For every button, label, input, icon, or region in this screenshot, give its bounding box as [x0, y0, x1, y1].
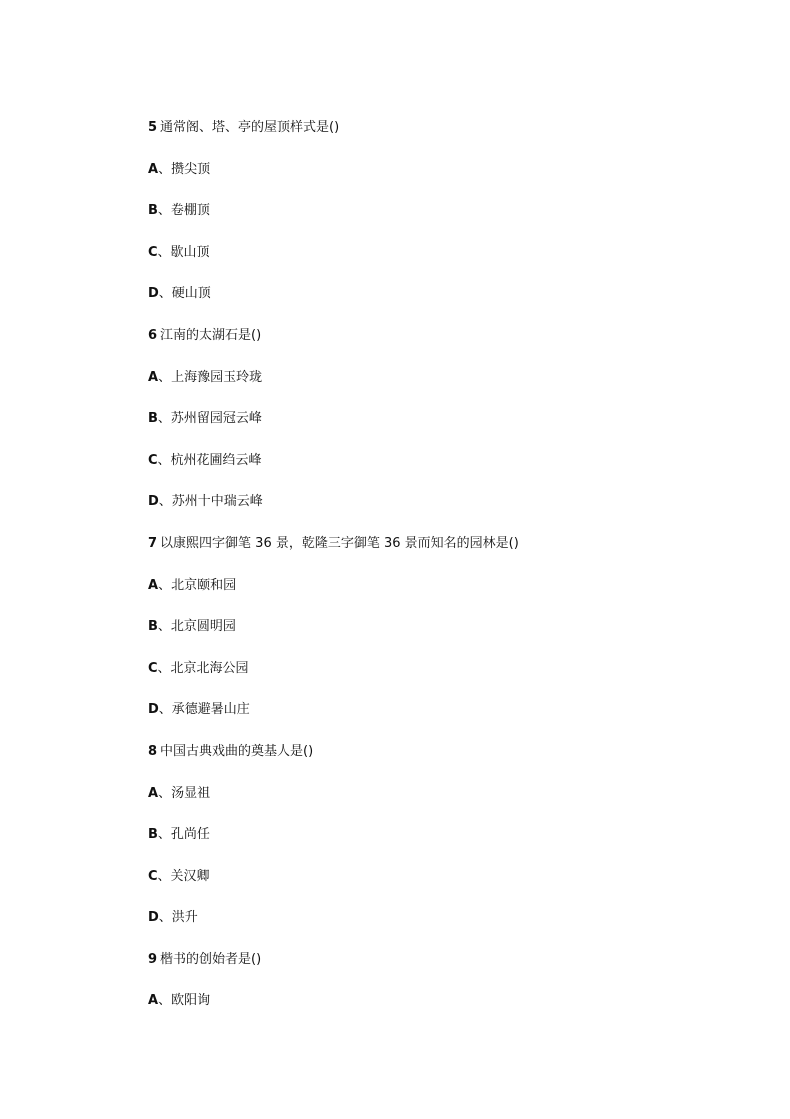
option-letter: B [148, 827, 158, 843]
option-text: 、硬山顶 [158, 286, 211, 302]
question-text: 江南的太湖石是() [160, 327, 262, 343]
option-letter: B [148, 411, 158, 427]
question-number: 7 [148, 535, 158, 551]
question-6-option-b [148, 409, 728, 429]
option-text: 、欧阳询 [158, 993, 211, 1009]
option-letter: C [148, 452, 158, 468]
question-8-option-b [148, 825, 728, 845]
option-text: 、北京颐和园 [158, 577, 237, 593]
option-text: 、北京北海公园 [157, 660, 249, 676]
question-5-option-c [148, 243, 728, 263]
question-6 [148, 326, 728, 346]
option-text: 、汤显祖 [158, 785, 211, 801]
option-letter: C [148, 244, 158, 260]
option-letter: A [148, 369, 159, 385]
question-number: 9 [148, 951, 158, 967]
option-text: 、北京圆明园 [157, 619, 236, 635]
question-7 [148, 534, 728, 554]
option-letter: D [148, 494, 159, 510]
option-letter: A [148, 161, 159, 177]
option-text: 、苏州十中瑞云峰 [158, 494, 263, 510]
question-9 [148, 950, 728, 970]
option-letter: C [148, 660, 158, 676]
question-5 [148, 118, 728, 138]
question-number: 6 [148, 327, 158, 343]
question-7-option-a [148, 576, 728, 596]
question-text: 以康熙四字御笔 36 景，乾隆三字御笔 36 景而知名的园林是() [160, 535, 519, 551]
question-7-option-b [148, 617, 728, 637]
question-8-option-d [148, 908, 728, 928]
question-number: 5 [148, 120, 158, 135]
option-text: 、孔尚任 [157, 827, 210, 843]
option-letter: A [148, 577, 159, 593]
question-text: 通常阁、塔、亭的屋顶样式是() [160, 120, 340, 135]
question-text: 楷书的创始者是() [160, 951, 262, 967]
question-9-option-a [148, 991, 728, 1011]
option-letter: A [148, 785, 159, 801]
option-text: 、歇山顶 [157, 244, 210, 260]
option-text: 、洪升 [158, 910, 198, 926]
option-letter: C [148, 868, 158, 884]
question-6-option-a [148, 368, 728, 388]
option-text: 、承德避暑山庄 [158, 702, 250, 718]
question-5-option-b [148, 201, 728, 221]
question-6-option-d [148, 492, 728, 512]
question-8 [148, 742, 728, 762]
option-letter: D [148, 910, 159, 926]
question-8-option-c [148, 867, 728, 887]
option-letter: B [148, 203, 158, 219]
option-text: 、卷棚顶 [157, 203, 210, 219]
question-8-option-a [148, 784, 728, 804]
question-6-option-c [148, 451, 728, 471]
question-text: 中国古典戏曲的奠基人是() [160, 743, 314, 759]
question-number: 8 [148, 743, 158, 759]
option-text: 、上海豫园玉玲珑 [158, 369, 263, 385]
option-letter: D [148, 702, 159, 718]
option-letter: B [148, 619, 158, 635]
option-text: 、杭州花圃绉云峰 [157, 452, 262, 468]
option-letter: D [148, 286, 159, 302]
question-list [148, 118, 728, 1033]
question-7-option-d [148, 700, 728, 720]
option-letter: A [148, 993, 159, 1009]
question-5-option-a [148, 160, 728, 180]
question-7-option-c [148, 659, 728, 679]
question-5-option-d [148, 284, 728, 304]
option-text: 、苏州留园冠云峰 [157, 411, 262, 427]
option-text: 、关汉卿 [157, 868, 210, 884]
option-text: 、攒尖顶 [158, 161, 211, 177]
